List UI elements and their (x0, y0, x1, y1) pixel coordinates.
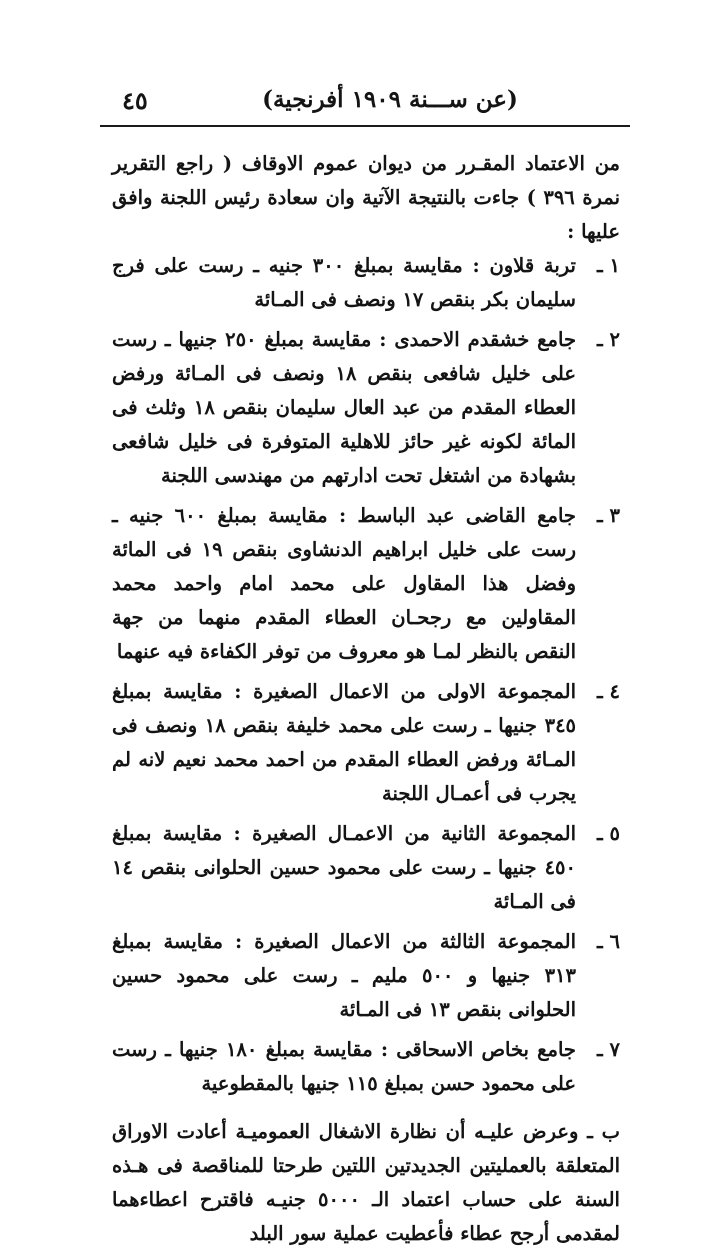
item-text: تربة قلاون : مقايسة بمبلغ ٣٠٠ جنيه ـ رست على فرج سليمان بكر بنقص ١٧ ونصف فى المـائة (112, 254, 576, 311)
intro-paragraph: من الاعتماد المقـرر من ديوان عموم الاوقاف ( راجع التقرير نمرة ٣٩٦ ) جاءت بالنتيجة الآتية وان سعادة رئيس اللجنة وافق عليها : (112, 152, 620, 243)
item-number: ٣ ـ (597, 504, 620, 527)
list-item (112, 1033, 620, 1101)
page-header (100, 82, 630, 122)
list-item (112, 499, 620, 669)
item-text: جامع خشقدم الاحمدى : مقايسة بمبلغ ٢٥٠ جنيها ـ رست على خليل شافعى بنقص ١٨ ونصف فى المـائة ورفض العطاء المقدم من عبد العال سليمان بنقص ١٨ وثلث فى المائة لكونه غير حائز للاهلية المتوفرة فى خليل شافعى بشهادة من اشتغل تحت ادارتهم من مهندسى اللجنة (112, 328, 576, 487)
header-rule (100, 125, 630, 127)
item-text: المجموعة الثالثة من الاعمال الصغيرة : مقايسة بمبلغ ٣١٣ جنيها و ٥٠٠ مليم ـ رست على محمود حسين الحلوانى بنقص ١٣ فى المـائة (112, 930, 577, 1021)
item-number: ٧ ـ (597, 1038, 620, 1061)
item-text: جامع القاضى عبد الباسط : مقايسة بمبلغ ٦٠٠ جنيه ـ رست على خليل ابراهيم الدنشاوى بنقص ١٩ فى المائة وفضل هذا المقاول على محمد امام واحمد محمد المقاولين مع رجحـان العطاء المقدم منهما من جهة النقص بالنظر لمـا هو معروف من توفر الكفاءة فيه عنهما (112, 504, 577, 663)
item-number: ١ ـ (597, 254, 620, 277)
item-text: جامع بخاص الاسحاقى : مقايسة بمبلغ ١٨٠ جنيها ـ رست على محمود حسن بمبلغ ١١٥ جنيها بالمقطوعية (112, 1038, 576, 1095)
item-number: ٥ ـ (597, 822, 620, 845)
list-item (112, 249, 620, 317)
list-item (112, 817, 620, 919)
item-text: المجموعة الاولى من الاعمال الصغيرة : مقايسة بمبلغ ٣٤٥ جنيها ـ رست على محمد خليفة بنقص ١٨ ونصف فى المـائة ورفض العطاء المقدم من احمد محمد نعيم لانه لم يجرب فى أعمـال اللجنة (112, 680, 577, 805)
item-number: ٤ ـ (597, 680, 620, 703)
body-text (112, 147, 620, 1251)
list-item (112, 675, 620, 811)
item-number: ٦ ـ (597, 930, 620, 953)
item-text: المجموعة الثانية من الاعمـال الصغيرة : مقايسة بمبلغ ٤٥٠ جنيها ـ رست على محمود حسين الحلوانى بنقص ١٤ فى المـائة (112, 822, 576, 913)
item-number: ٢ ـ (597, 328, 620, 351)
list-item (112, 925, 620, 1027)
running-title: (عن ســـنة ١٩٠٩ أفرنجية) (262, 86, 518, 113)
closing-paragraph: ب ـ وعرض عليـه أن نظارة الاشغال العموميـة أعادت الاوراق المتعلقة بالعمليتين الجديدتين اللتين طرحتا للمناقصة فى هـذه السنة على حساب اعتماد الـ ٥٠٠٠ جنيـه فاقترح اعطاءهما لمقدمى أرجح عطاء فأعطيت عملية سور البلد (112, 1120, 620, 1245)
tender-list (112, 249, 620, 1101)
list-item (112, 323, 620, 493)
page-number: ٤٥ (122, 86, 148, 115)
